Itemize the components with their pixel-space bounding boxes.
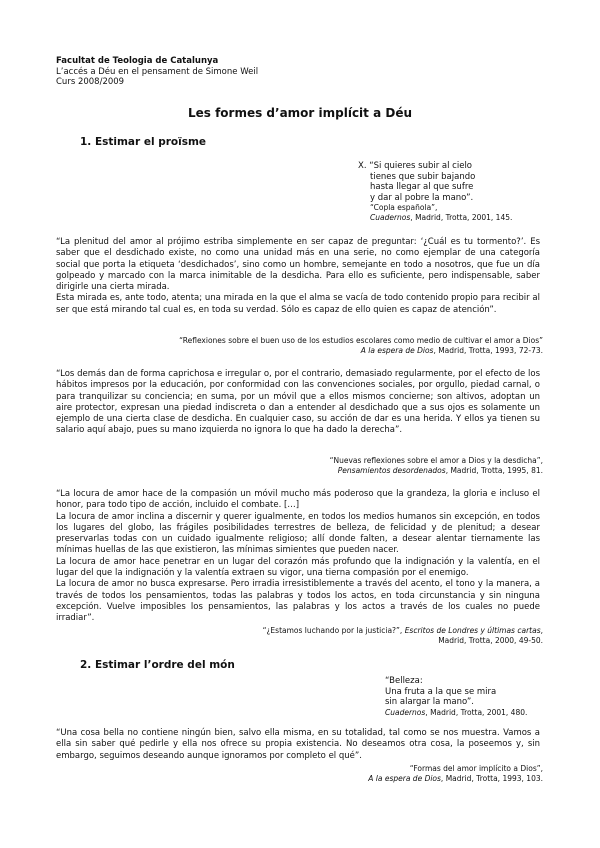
poem-line: X. “Si quieres subir al cielo (358, 161, 473, 171)
poem-line: hasta llegar al que sufre (370, 182, 474, 192)
quote-citation-3: “¿Estamos luchando por la justicia?”, Escritos de Londres y últimas cartas, Madrid, Trotta, 2000, 49-50. (262, 626, 543, 646)
poem-source: Cuadernos, Madrid, Trotta, 2001, 480. (385, 707, 528, 717)
poem-line: sin alargar la mano”. (385, 697, 474, 707)
page-title: Les formes d’amor implícit a Déu (187, 106, 413, 120)
poem-line: “Belleza: (385, 676, 423, 686)
quote-citation-2: “Nuevas reflexiones sobre el amor a Dios y la desdicha”, Pensamientos desordenados, Madrid, Trotta, 1995, 81. (329, 456, 543, 476)
quote-paragraph-4: “Una cosa bella no contiene ningún bien, salvo ella misma, en su totalidad, tal como se nos muestra. Vamos a ella sin saber qué pedirle y ella nos ofrece su propia existencia. No deseamos otra cosa, la poseemos y, sin embargo, seguimos deseando aunque ignoramos por completo el qué”. (56, 728, 540, 761)
poem-line: tienes que subir bajando (370, 171, 476, 182)
poem-source-title: “Copla española”, (370, 203, 438, 212)
course-name: L’accés a Déu en el pensament de Simone Weil (56, 66, 259, 77)
poem-line: y dar al pobre la mano”. (370, 192, 474, 203)
section-heading-2: 2. Estimar l’ordre del món (80, 659, 235, 671)
poem-number: X. (358, 161, 367, 171)
quote-citation-1: “Reflexiones sobre el buen uso de los estudios escolares como medio de cultivar el amor a Dios” A la espera de Dios, Madrid, Trotta, 1993, 72-73. (179, 336, 543, 356)
document-header (56, 56, 258, 88)
quote-paragraph-2: “Los demás dan de forma caprichosa e irregular o, por el contrario, demasiado regularmente, por el efecto de los hábitos impresos por la educación, por conformidad con las convenciones sociales, por orgullo, piedad carnal, o para tranquilizar su conciencia; en suma, por un móvil que a ellos mismos concierne; son altivos, adoptan un aire protector, expresan una piedad indiscreta o dan a entender al desdichado que a sus ojos es solamente un ejemplo de una cierta clase de desdicha. En cualquier caso, su acción de dar es una herida. Y ellos ya tienen su salario aquí abajo, pues su mano izquierda no ignora lo que ha dado la derecha”. (56, 369, 540, 436)
quote-citation-4: “Formas del amor implícito a Dios”, A la espera de Dios, Madrid, Trotta, 1993, 103. (368, 764, 543, 784)
course-year: Curs 2008/2009 (56, 77, 125, 87)
quote-paragraph-3: “La locura de amor hace de la compasión un móvil mucho más poderoso que la grandeza, la gloria e incluso el honor, para todo tipo de acción, incluido el combate. […] La locura de amor inclina a discernir y querer igualmente, en todos los medios humanos sin excepción, en todos los lugares del globo, las frágiles posibilidades terrestres de belleza, de felicidad y de plenitud; a desear preservarlas todas con un cuidado igualmente religioso; allí donde falten, a desear alentar tiernamente las mínimas huellas de las que existieron, las mínimas simientes que pueden nacer. La locura de amor hace penetrar en un lugar del corazón más profundo que la indignación y la valentía, en el lugar del que la indignación y la valentía extraen su vigor, una tierna compasión por el enemigo. La locura de amor no busca expresarse. Pero irradia irresistiblemente a través del acento, el tono y la manera, a través de todos los pensamientos, todas las palabras y todos los actos, en toda circunstancia y sin ninguna excepción. Vuelve imposibles los pensamientos, las palabras y los actos a través de los cuales no puede irradiar”. (56, 489, 540, 624)
poem-line: Una fruta a la que se mira (385, 686, 497, 697)
quote-paragraph-1: “La plenitud del amor al prójimo estriba simplemente en ser capaz de preguntar: ‘¿Cuál es tu tormento?’. Es saber que el desdichado existe, no como una unidad más en una serie, no como ejemplar de una categoría social que porta la etiqueta ‘desdichados’, sino como un hombre, semejante en todo a nosotros, que fue un día golpeado y marcado con la marca inimitable de la desdicha. Para ello es suficiente, pero indispensable, saber dirigirle una cierta mirada. Esta mirada es, ante todo, atenta; una mirada en la que el alma se vacía de todo contenido propio para recibir al ser que está mirando tal cual es, en toda su verdad. Sólo es capaz de ello quien es capaz de atención”. (56, 237, 540, 315)
epigraph-poem-2 (385, 676, 527, 718)
poem-source: Cuadernos, Madrid, Trotta, 2001, 145. (370, 213, 513, 222)
epigraph-poem-1 (358, 161, 512, 223)
section-heading-1: 1. Estimar el proïsme (80, 136, 207, 148)
institution-name: Facultat de Teologia de Catalunya (56, 56, 219, 66)
